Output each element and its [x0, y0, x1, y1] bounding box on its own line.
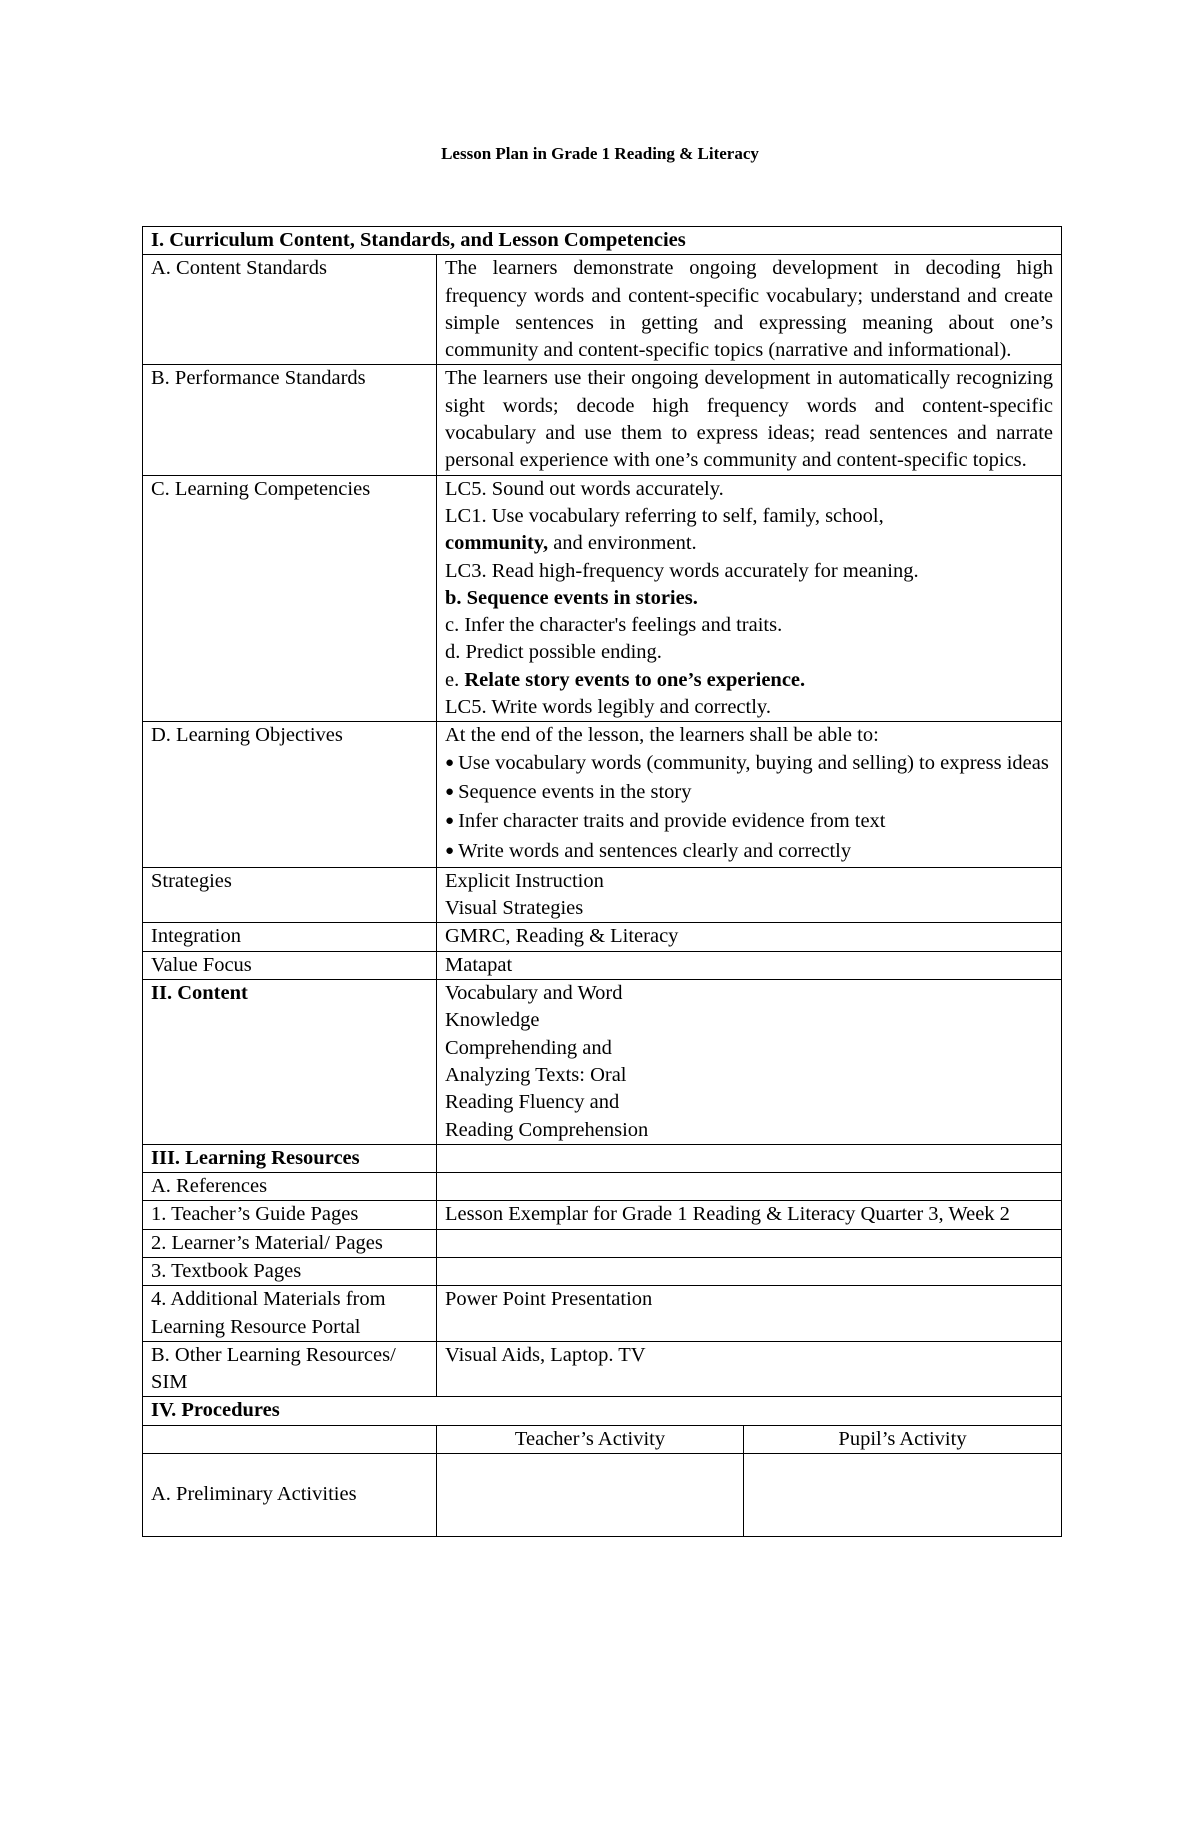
pupil-activity-cell [744, 1454, 1062, 1537]
learners-material-label: 2. Learner’s Material/ Pages [143, 1229, 437, 1257]
objective-item: ● Use vocabulary words (community, buying and selling) to express ideas [445, 750, 1053, 779]
empty-cell [437, 1257, 1062, 1285]
content-standards-label: A. Content Standards [143, 255, 437, 365]
objectives-intro: At the end of the lesson, the learners shall be able to: [445, 724, 879, 747]
competency-e-prefix: e. [445, 668, 465, 691]
table-row [143, 1425, 1062, 1453]
value-focus-value: Matapat [437, 951, 1062, 979]
lesson-plan-table [142, 226, 1062, 1537]
performance-standards-text: The learners use their ongoing development in automatically recognizing sight words; decode high frequency words and content-specific vocabulary and use them to express ideas; read sentences and narrate personal experience with one’s community and content-specific topics. [437, 365, 1062, 475]
competency-e-bold: Relate story events to one’s experience. [464, 668, 806, 691]
competency-lc3: LC3. Read high-frequency words accurately for meaning. [445, 559, 919, 582]
table-row [143, 722, 1062, 867]
teacher-activity-cell [437, 1454, 744, 1537]
competency-lc1-bold: community, [445, 532, 549, 555]
table-row [143, 1201, 1062, 1229]
competency-lc1 [445, 503, 1053, 558]
section-content-heading: II. Content [143, 980, 437, 1145]
table-row [143, 1173, 1062, 1201]
competency-d: d. Predict possible ending. [445, 641, 662, 664]
learning-competencies-list [437, 475, 1062, 722]
learning-objectives-label: D. Learning Objectives [143, 722, 437, 867]
teacher-activity-header: Teacher’s Activity [437, 1425, 744, 1453]
section-curriculum-heading: I. Curriculum Content, Standards, and Lesson Competencies [143, 227, 1062, 255]
strategies-list [437, 867, 1062, 923]
competency-lc1-suffix: and environment. [548, 532, 697, 555]
content-line: Analyzing Texts: Oral [445, 1063, 627, 1086]
table-row [143, 1454, 1062, 1537]
content-line: Reading Comprehension [445, 1118, 649, 1141]
strategies-label: Strategies [143, 867, 437, 923]
textbook-label: 3. Textbook Pages [143, 1257, 437, 1285]
table-row [143, 1144, 1062, 1172]
pupil-activity-header: Pupil’s Activity [744, 1425, 1062, 1453]
preliminary-activities-label: A. Preliminary Activities [143, 1454, 437, 1537]
strategy-item: Explicit Instruction [445, 869, 604, 892]
empty-cell [437, 1173, 1062, 1201]
content-line: Comprehending and [445, 1036, 612, 1059]
learning-competencies-label: C. Learning Competencies [143, 475, 437, 722]
table-row [143, 365, 1062, 475]
teachers-guide-label: 1. Teacher’s Guide Pages [143, 1201, 437, 1229]
table-row [143, 255, 1062, 365]
objective-item: ● Write words and sentences clearly and correctly [445, 838, 1053, 867]
learning-objectives-list [437, 722, 1062, 867]
empty-cell [143, 1425, 437, 1453]
content-topics [437, 980, 1062, 1145]
competency-lc5-write: LC5. Write words legibly and correctly. [445, 696, 771, 719]
table-row [143, 475, 1062, 722]
table-row [143, 1229, 1062, 1257]
table-row [143, 1286, 1062, 1342]
content-line: Reading Fluency and [445, 1091, 620, 1114]
other-resources-value: Visual Aids, Laptop. TV [437, 1341, 1062, 1397]
integration-label: Integration [143, 923, 437, 951]
competency-e [445, 667, 1053, 694]
additional-materials-label: 4. Additional Materials from Learning Resource Portal [143, 1286, 437, 1342]
table-row [143, 867, 1062, 923]
additional-materials-value: Power Point Presentation [437, 1286, 1062, 1342]
empty-cell [437, 1144, 1062, 1172]
content-line: Knowledge [445, 1009, 540, 1032]
references-label: A. References [143, 1173, 437, 1201]
performance-standards-label: B. Performance Standards [143, 365, 437, 475]
content-line: Vocabulary and Word [445, 982, 623, 1005]
competency-lc5-sound: LC5. Sound out words accurately. [445, 477, 724, 500]
objective-item: ● Sequence events in the story [445, 779, 1053, 808]
integration-value: GMRC, Reading & Literacy [437, 923, 1062, 951]
table-row [143, 227, 1062, 255]
table-row [143, 923, 1062, 951]
content-standards-text: The learners demonstrate ongoing development in decoding high frequency words and content-specific vocabulary; understand and create simple sentences in getting and expressing meaning about one’s community and content-specific topics (narrative and informational). [437, 255, 1062, 365]
competency-c: c. Infer the character's feelings and traits. [445, 614, 783, 637]
section-procedures-heading: IV. Procedures [143, 1397, 1062, 1425]
competency-b: b. Sequence events in stories. [445, 586, 698, 609]
empty-cell [437, 1229, 1062, 1257]
strategy-item: Visual Strategies [445, 897, 584, 920]
table-row [143, 1257, 1062, 1285]
section-resources-heading: III. Learning Resources [143, 1144, 437, 1172]
table-row [143, 1341, 1062, 1397]
competency-lc1-prefix: LC1. Use vocabulary referring to self, family, school, [445, 504, 884, 527]
value-focus-label: Value Focus [143, 951, 437, 979]
teachers-guide-value: Lesson Exemplar for Grade 1 Reading & Literacy Quarter 3, Week 2 [437, 1201, 1062, 1229]
objective-item: ● Infer character traits and provide evidence from text [445, 808, 1053, 837]
table-row [143, 1397, 1062, 1425]
table-row [143, 951, 1062, 979]
document-title: Lesson Plan in Grade 1 Reading & Literacy [441, 144, 759, 163]
other-resources-label: B. Other Learning Resources/ SIM [143, 1341, 437, 1397]
table-row [143, 980, 1062, 1145]
